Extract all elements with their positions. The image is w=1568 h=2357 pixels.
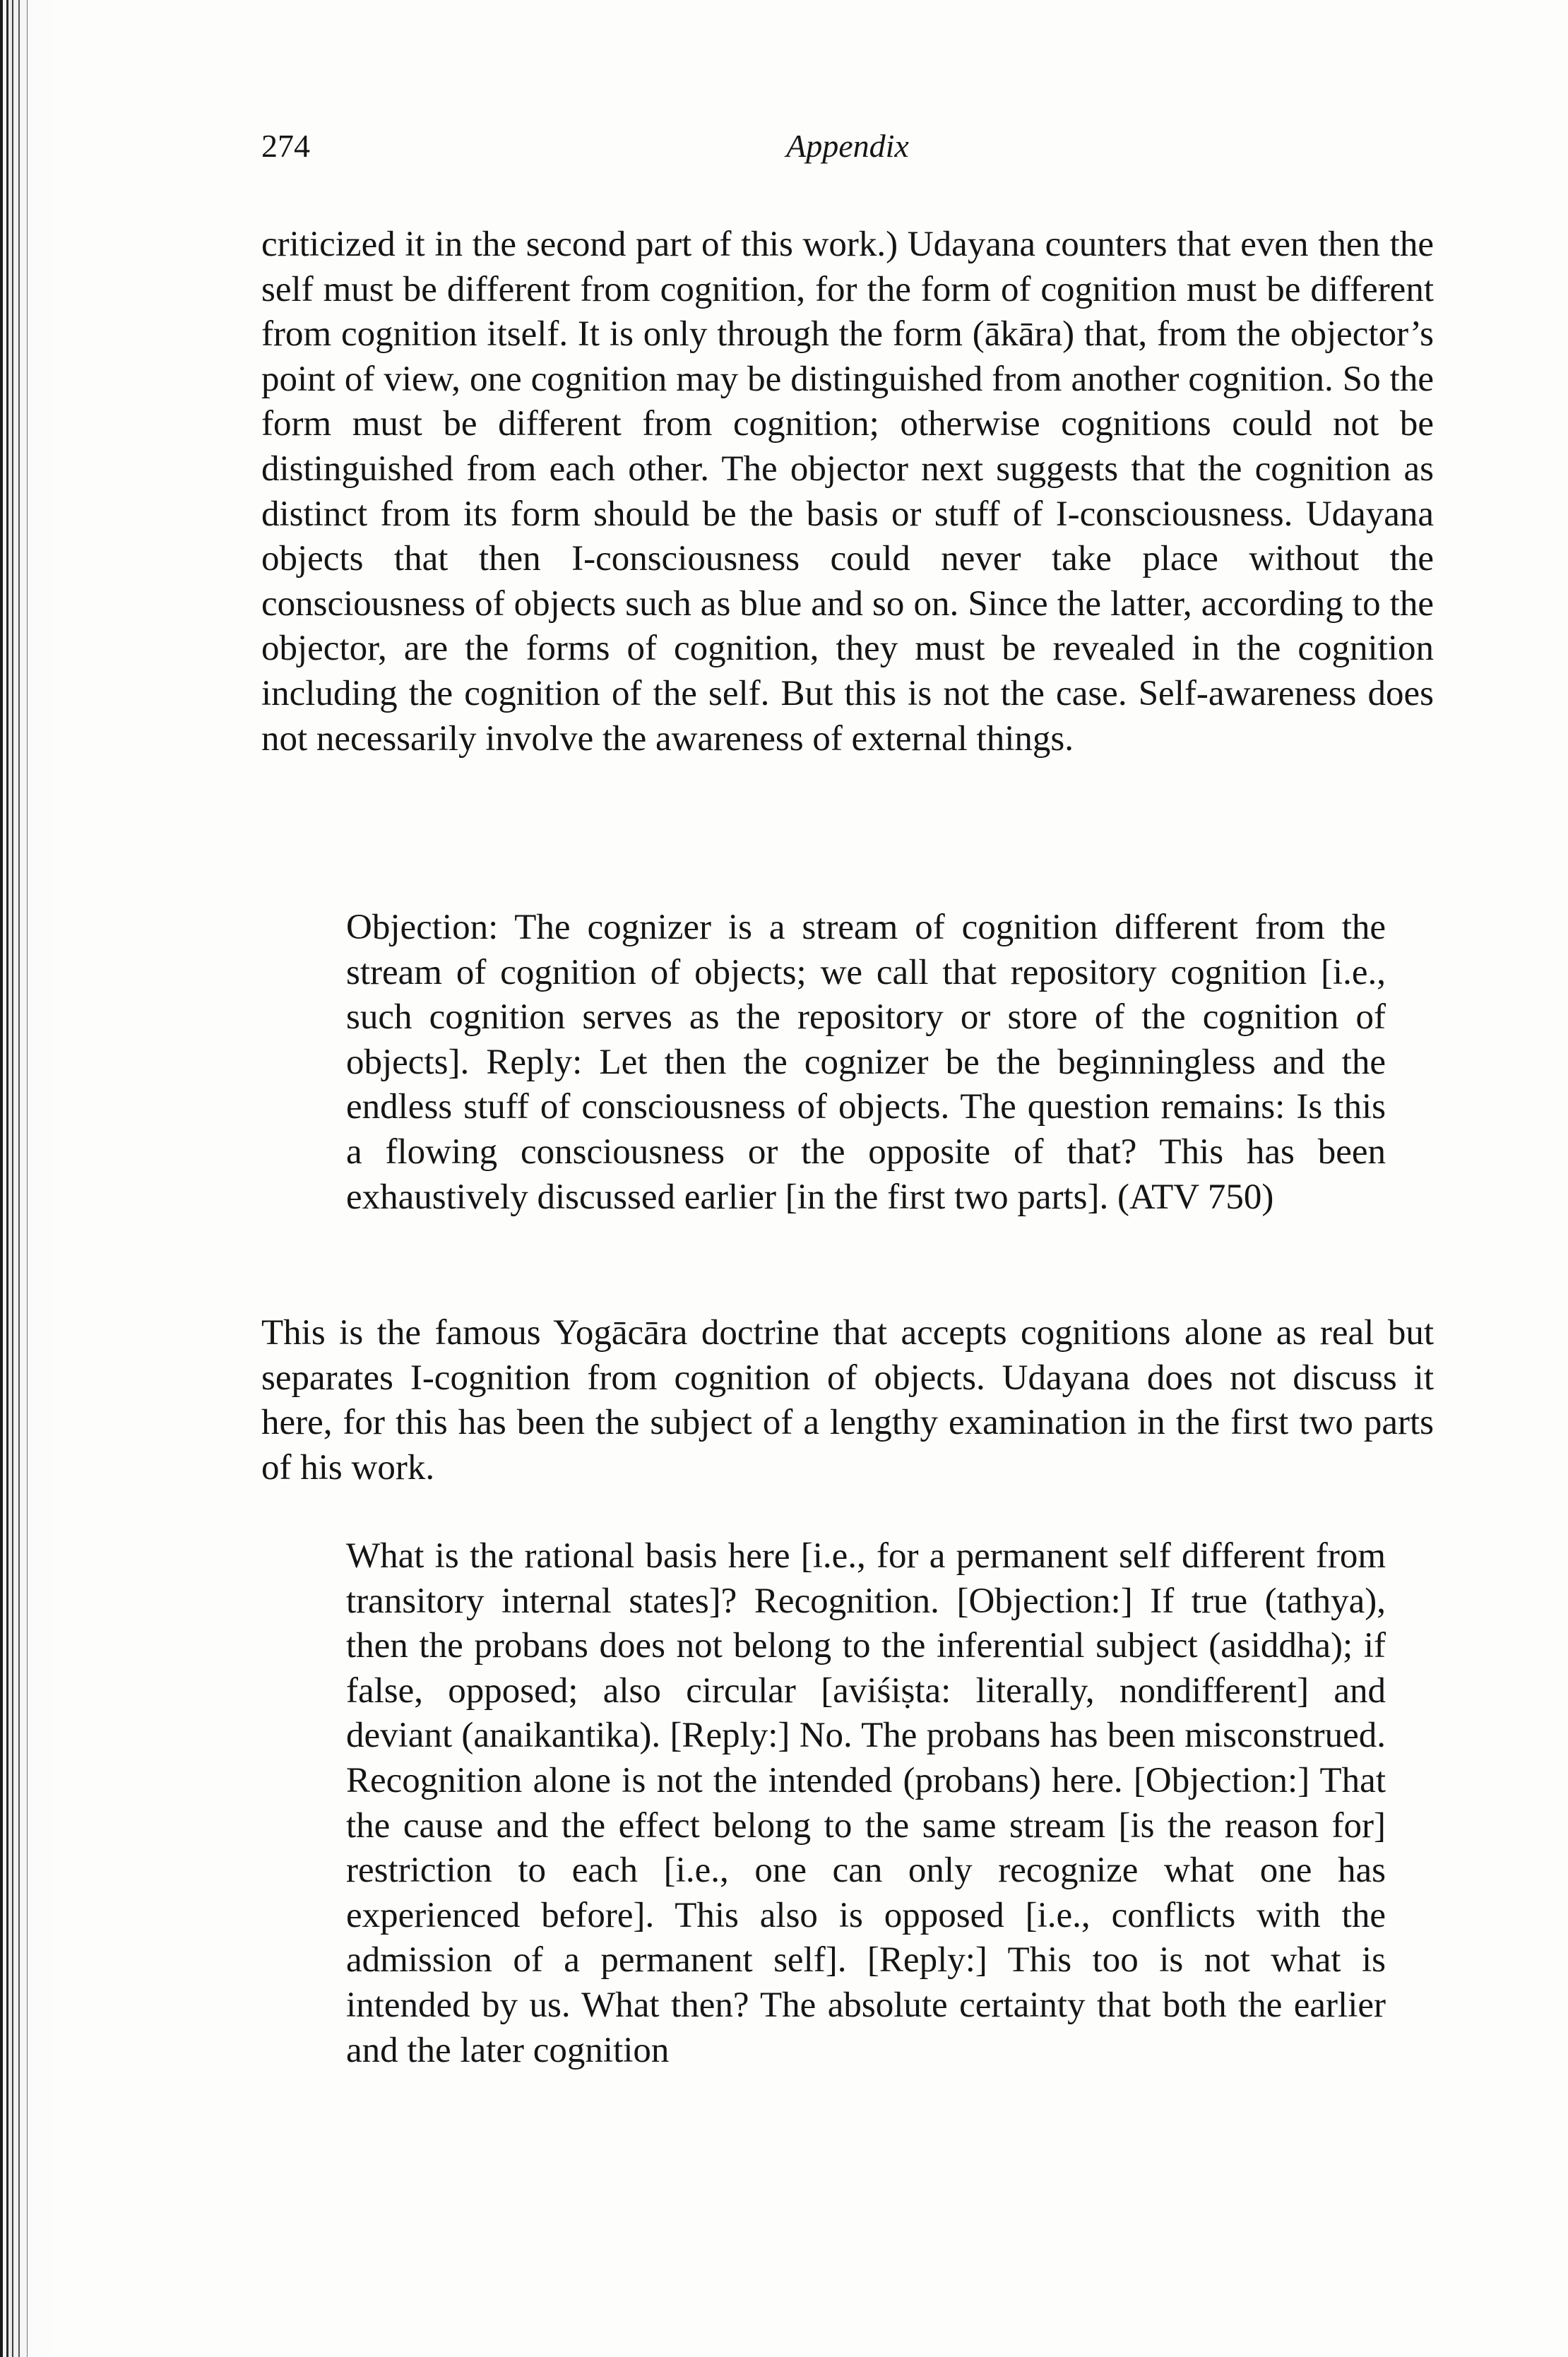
block-quote-1-text: Objection: The cognizer is a stream of cognition different from the stream of cognition of objects; we call that repository cognition [i.e., such cognition serves as the repository or store of the cognition of objects]. Reply: Let then the cognizer be the beginningless and the endless stuff of consciousness of objects. The question remains: Is this a flowing consciousness or the opposite of that? This has been exhaustively discussed earlier [in the first two parts]. (ATV 750) xyxy=(346,908,1386,1217)
body-paragraph-2-text: This is the famous Yogācāra doctrine that accepts cognitions alone as real but separates I-cognition from cognition of objects. Udayana does not discuss it here, for this has been the subject of a lengthy examination in the first two parts of his work. xyxy=(261,1313,1434,1488)
page-header xyxy=(261,121,1434,171)
block-quote-2 xyxy=(346,1534,1386,2073)
block-quote-1 xyxy=(346,906,1386,1220)
body-paragraph-1-text: criticized it in the second part of this work.) Udayana counters that even then the self must be different from cognition, for the form of cognition must be different from cognition itself. It is only through the form (ākāra) that, from the objector’s point of view, one cognition may be distinguished from another cognition. So the form must be different from cognition; otherwise cognitions could not be distinguished from each other. The objector next suggests that the cognition as distinct from its form should be the basis or stuff of I-consciousness. Udayana objects that then I-consciousness could never take place without the consciousness of objects such as blue and so on. Since the latter, according to the objector, are the forms of cognition, they must be revealed in the cognition including the cognition of the self. But this is not the case. Self-awareness does not necessarily involve the awareness of external things. xyxy=(261,225,1434,759)
book-binding-shadow xyxy=(0,0,57,2357)
body-paragraph-1 xyxy=(261,222,1434,761)
running-head: Appendix xyxy=(786,128,909,164)
body-paragraph-2 xyxy=(261,1311,1434,1490)
page-number: 274 xyxy=(261,128,310,164)
block-quote-2-text: What is the rational basis here [i.e., for a permanent self different from transitory internal states]? Recognition. [Objection:] If true (tathya), then the probans does not belong to the inferential subject (asiddha); if false, opposed; also circular [aviśiṣta: literally, nondifferent] and deviant (anaikantika). [Reply:] No. The probans has been misconstrued. Recognition alone is not the intended (probans) here. [Objection:] That the cause and the effect belong to the same stream [is the reason for] restriction to each [i.e., one can only recognize what one has experienced before]. This also is opposed [i.e., conflicts with the admission of a permanent self]. [Reply:] This too is not what is intended by us. What then? The absolute certainty that both the earlier and the later cognition xyxy=(346,1536,1386,2070)
